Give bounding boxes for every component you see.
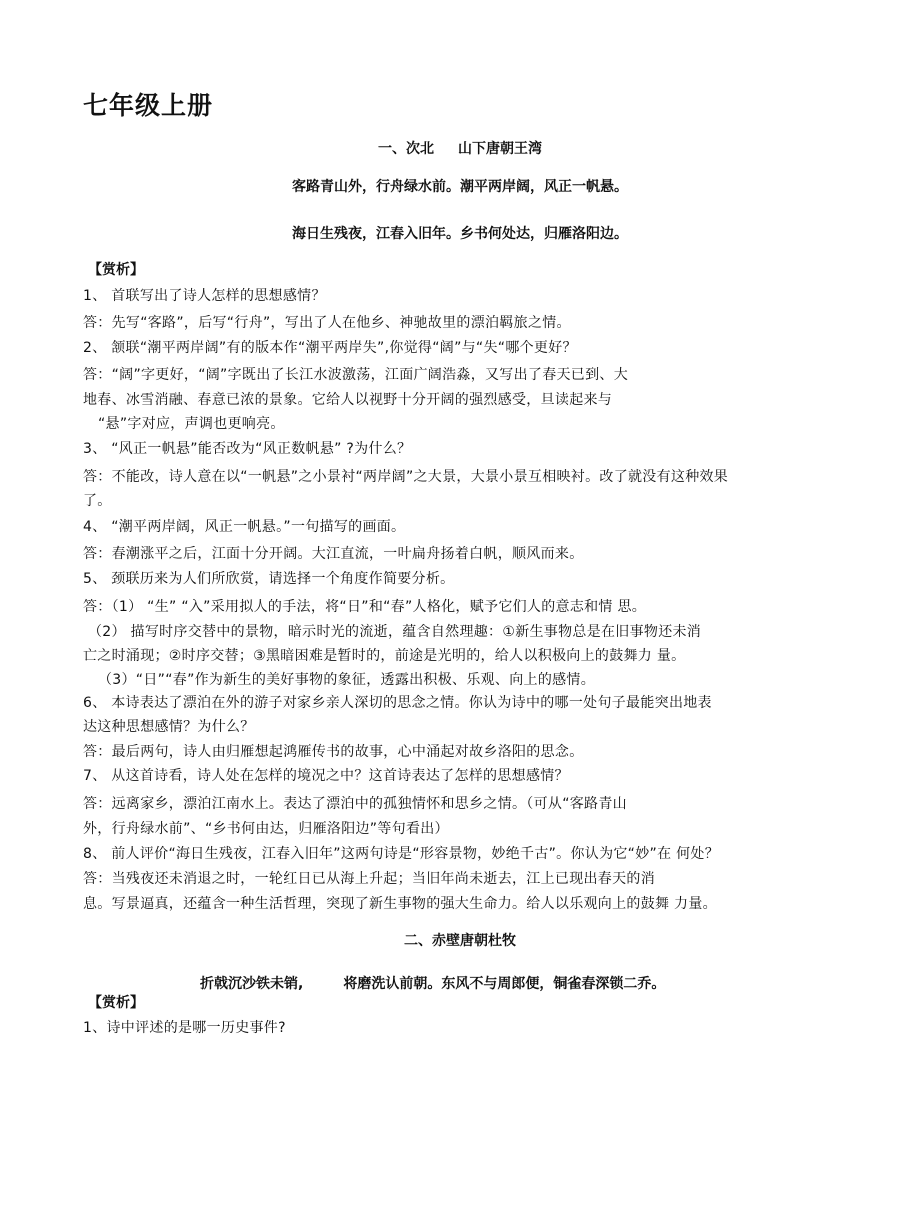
- answer-5-part-1: 答：（1） “生” “入”采用拟人的手法，将“日”和“春”人格化，赋予它们人的意志和情 思。: [83, 599, 647, 615]
- answer-2-line-2: 地春、冰雪消融、春意已浓的景象。它给人以视野十分开阔的强烈感受，旦读起来与: [83, 392, 613, 408]
- answer-5-part-3: （3）“日”“春”作为新生的美好事物的象征，透露出积极、乐观、向上的感情。: [98, 672, 596, 688]
- poem2-analysis-label: 【赏析】: [88, 995, 144, 1011]
- answer-7-line-1: 答：远离家乡，漂泊江南水上。表达了漂泊中的孤独情怀和思乡之情。（可从“客路青山: [83, 796, 627, 812]
- question-8: 8、 前人评价“海日生残夜，江春入旧年”这两句诗是“形容景物，妙绝千古”。你认为它“妙”在 何处？: [83, 846, 720, 862]
- question-6-line-2: 达这种思想感情？为什么？: [83, 719, 255, 735]
- poem1-analysis-label: 【赏析】: [88, 262, 144, 278]
- answer-8-line-2: 息。写景逼真，还蕴含一种生活哲理，突现了新生事物的强大生命力。给人以乐观向上的鼓舞 力量。: [83, 896, 717, 912]
- answer-3-line-1: 答：不能改，诗人意在以“一帆悬”之小景衬“两岸阔”之大景，大景小景互相映衬。改了就没有这种效果: [83, 469, 729, 485]
- poem1-line-2: 海日生残夜，江春入旧年。乡书何处达，归雁洛阳边。: [292, 226, 628, 242]
- poem1-heading-number-title: 一、次北: [378, 141, 434, 157]
- poem1-line-1: 客路青山外，行舟绿水前。潮平两岸阔，风正一帆悬。: [292, 179, 628, 195]
- question-7: 7、 从这首诗看，诗人处在怎样的境况之中？这首诗表达了怎样的思想感情？: [83, 768, 569, 784]
- page-title: 七年级上册: [83, 91, 214, 120]
- poem1-heading-dynasty-author: 山下唐朝王湾: [458, 141, 542, 157]
- answer-1: 答：先写“客路”，后写“行舟”，写出了人在他乡、神驰故里的漂泊羁旅之情。: [83, 315, 571, 331]
- question-4: 4、 “潮平两岸阔，风正一帆悬。”一句描写的画面。: [83, 519, 406, 535]
- question-6-line-1: 6、 本诗表达了漂泊在外的游子对家乡亲人深切的思念之情。你认为诗中的哪一处句子最能突出地表: [83, 695, 712, 711]
- question-5: 5、 颈联历来为人们所欣赏，请选择一个角度作简要分析。: [83, 571, 455, 587]
- answer-8-line-1: 答：当残夜还未消退之时，一轮红日已从海上升起；当旧年尚未逝去，江上已现出春天的消: [83, 871, 655, 887]
- question-2: 2、 颔联“潮平两岸阔”有的版本作“潮平两岸失”,你觉得“阔”与“失“哪个更好？: [83, 340, 577, 356]
- poem2-heading: 二、赤壁唐朝杜牧: [404, 933, 516, 949]
- answer-4: 答：春潮涨平之后，江面十分开阔。大江直流，一叶扁舟扬着白帆，顺风而来。: [83, 546, 584, 562]
- answer-3-line-2: 了。: [83, 493, 112, 509]
- poem2-question-1: 1、诗中评述的是哪一历史事件?: [83, 1020, 286, 1036]
- poem1-heading: [0, 138, 920, 158]
- answer-7-line-2: 外，行舟绿水前”、“乡书何由达，归雁洛阳边”等句看出）: [83, 821, 449, 837]
- answer-2-line-1: 答：“阔”字更好，“阔”字既出了长江水波激荡，江面广阔浩淼，又写出了春天已到、大: [83, 367, 629, 383]
- poem2-line-part-1: 折戟沉沙铁未销,: [200, 976, 304, 992]
- answer-5-part-2-line-1: （2） 描写时序交替中的景物，暗示时光的流逝，蕴含自然理趣：①新生事物总是在旧事物还未消: [88, 624, 702, 640]
- answer-2-line-3: “悬”字对应，声调也更响亮。: [98, 416, 285, 432]
- poem2-line-part-2: 将磨洗认前朝。东风不与周郎便，铜雀春深锁二乔。: [343, 976, 666, 992]
- question-1: 1、 首联写出了诗人怎样的思想感情？: [83, 288, 326, 304]
- poem2-line: [200, 973, 665, 993]
- answer-5-part-2-line-2: 亡之时涌现；②时序交替；③黑暗困难是暂时的，前途是光明的，给人以积极向上的鼓舞力 量。: [83, 648, 686, 664]
- answer-6: 答：最后两句，诗人由归雁想起鸿雁传书的故事，心中涌起对故乡洛阳的思念。: [83, 744, 584, 760]
- question-3: 3、 “风正一帆悬”能否改为“风正数帆悬” ?为什么？: [83, 441, 412, 457]
